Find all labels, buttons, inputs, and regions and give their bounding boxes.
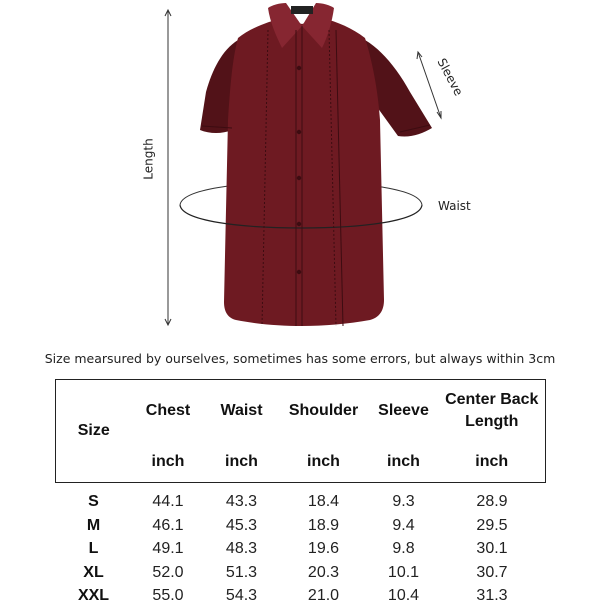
- table-row: [56, 491, 546, 515]
- center-back-length-cell: 31.3: [439, 585, 546, 608]
- table-header-row: [56, 380, 546, 443]
- collar-tag: [291, 6, 313, 14]
- shoulder-cell: 19.6: [279, 538, 369, 562]
- unit-chest: inch: [132, 442, 205, 483]
- sleeve-cell: 9.4: [369, 514, 439, 538]
- size-chart-table: [55, 379, 546, 608]
- waist-cell: 45.3: [205, 514, 279, 538]
- size-cell: XL: [56, 561, 132, 585]
- size-cell: M: [56, 514, 132, 538]
- shoulder-cell: 18.4: [279, 491, 369, 515]
- shoulder-cell: 21.0: [279, 585, 369, 608]
- waist-cell: 54.3: [205, 585, 279, 608]
- waist-label: Waist: [438, 199, 471, 213]
- center-back-length-cell: 30.1: [439, 538, 546, 562]
- unit-sleeve: inch: [369, 442, 439, 483]
- size-cell: L: [56, 538, 132, 562]
- column-header-sleeve: Sleeve: [369, 380, 439, 443]
- shoulder-cell: 18.9: [279, 514, 369, 538]
- measurement-note: Size mearsured by ourselves, sometimes has some errors, but always within 3cm: [0, 351, 600, 366]
- chest-cell: 52.0: [132, 561, 205, 585]
- chest-cell: 44.1: [132, 491, 205, 515]
- unit-waist: inch: [205, 442, 279, 483]
- unit-center-back-length: inch: [439, 442, 546, 483]
- table-spacer: [56, 483, 546, 491]
- center-back-length-cell: 29.5: [439, 514, 546, 538]
- shoulder-cell: 20.3: [279, 561, 369, 585]
- table-row: [56, 538, 546, 562]
- sleeve-cell: 9.8: [369, 538, 439, 562]
- waist-cell: 48.3: [205, 538, 279, 562]
- waist-cell: 43.3: [205, 491, 279, 515]
- size-cell: XXL: [56, 585, 132, 608]
- length-label: Length: [142, 138, 156, 179]
- chest-cell: 49.1: [132, 538, 205, 562]
- column-header-waist: Waist: [205, 380, 279, 443]
- size-cell: S: [56, 491, 132, 515]
- column-header-center-back-length: Center Back Length: [439, 380, 546, 443]
- sleeve-cell: 10.1: [369, 561, 439, 585]
- chest-cell: 55.0: [132, 585, 205, 608]
- sleeve-cell: 10.4: [369, 585, 439, 608]
- sleeve-cell: 9.3: [369, 491, 439, 515]
- center-back-length-cell: 28.9: [439, 491, 546, 515]
- column-header-shoulder: Shoulder: [279, 380, 369, 443]
- center-back-length-cell: 30.7: [439, 561, 546, 585]
- table-row: [56, 585, 546, 608]
- shirt-body: [200, 3, 432, 326]
- waist-cell: 51.3: [205, 561, 279, 585]
- column-header-chest: Chest: [132, 380, 205, 443]
- table-row: [56, 514, 546, 538]
- size-column-header: Size: [56, 380, 132, 483]
- table-row: [56, 561, 546, 585]
- chest-cell: 46.1: [132, 514, 205, 538]
- sleeve-label: Sleeve: [434, 56, 465, 98]
- unit-shoulder: inch: [279, 442, 369, 483]
- length-arrow: [165, 10, 171, 325]
